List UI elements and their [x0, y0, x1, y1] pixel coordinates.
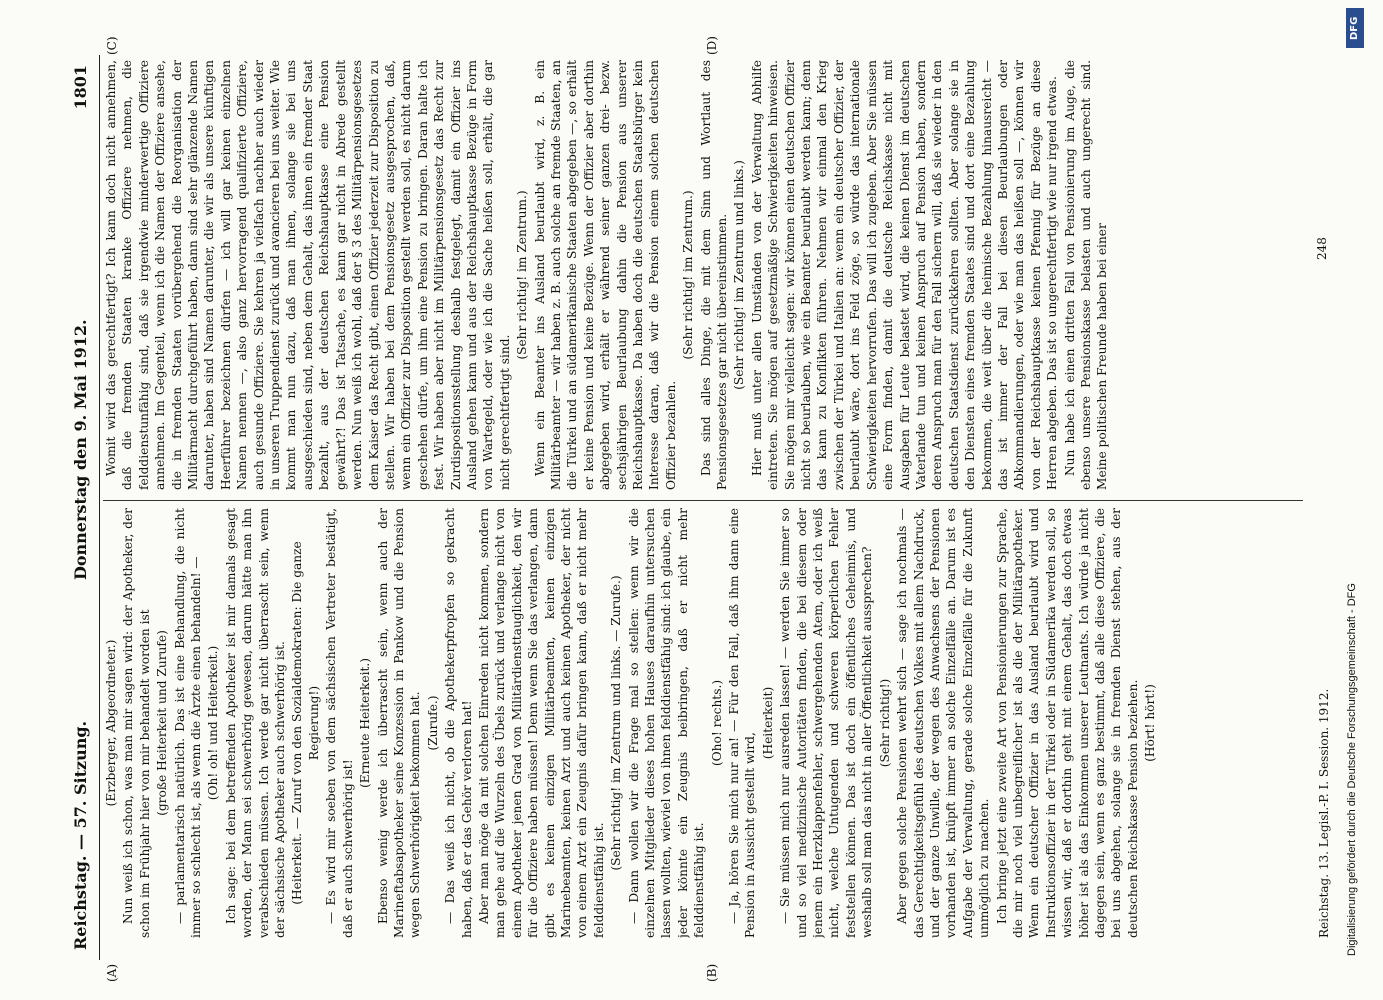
paragraph: (Sehr richtig! im Zentrum.) — [515, 190, 530, 360]
paragraph: — Dann wollen wir die Frage mal so stellen: wenn wir die einzelnen Mitglieder dieses hohen Hauses daraufhin untersuchen lassen wollten, wieviel von ihnen felddienstfähig sind: ich glaube, ein jeder könnte ein Zeugnis beibringen, daß er nicht mehr felddienstfähig ist. — [626, 508, 707, 938]
paragraph: Hier muß unter allen Umständen von der Verwaltung Abhilfe eintreten. Sie mögen auf gesetzmäßige Schwierigkeiten hinweisen. Sie mögen mir vielleicht sagen: wir können einen deutschen Offizier nicht so beurlauben, wie ein Beamter beurlaubt werden kann; denn das kann zu Konflikten führen. Nehmen wir einmal den Krieg zwischen der Türkei und Italien an: wenn ein deutscher Offizier, der beurlaubt wäre, dort ins Feld zöge, so würde das internationale Schwierigkeiten hervorrufen. Das will ich zugeben. Aber Sie müssen eine Form finden, damit die deutsche Reichskasse nicht mit Ausgaben für Leute belastet wird, die keinen Dienst im deutschen Vaterlande tun und keinen Anspruch auf Pension haben, sondern deren Anspruch man für den Fall sichern will, daß sie wieder in den deutschen Staatsdienst zurückkehren sollten. Aber solange sie in den Diensten eines fremden Staates sind und dort eine Bezahlung bekommen, die weit über die heimische Bezahlung hinausreicht — das ist immer der Fall bei diesen Beurlaubungen oder Abkommandierungen, oder wie man das heißen soll —, können wir von der Reichshauptkasse keinen Pfennig für Bezüge an diese Herren abgeben. Das ist so ungerechtfertigt wie nur irgend etwas. — [749, 60, 1060, 490]
header-date: Donnerstag den 9. Mai 1912. — [71, 319, 90, 580]
margin-marker-c: (C) — [105, 36, 119, 55]
paragraph: Ebenso wenig werde ich überrascht sein, wenn auch der Marineftabsapotheker seine Konzession in Pankow und die Pension wegen Schwerhörigkeit bekommen hat. — [375, 508, 423, 938]
paragraph: Nun weiß ich schon, was man mir sagen wird: der Apotheker, der schon im Frühjahr hier von mir behandelt worden ist — [121, 508, 152, 938]
paragraph: (Hört! hört!) — [1143, 684, 1158, 762]
paragraph: — Ja, hören Sie mich nur an! — Für den Fall, daß ihm dann eine Pension in Aussicht gestellt wird, — [727, 508, 758, 938]
paragraph: (Oh! oh! und Heiterkeit.) — [206, 645, 221, 801]
page-signature: 248 — [1315, 237, 1329, 260]
left-column — [103, 508, 1313, 938]
margin-marker-a: (A) — [105, 963, 119, 982]
dfg-logo: DFG — [1346, 8, 1364, 48]
paragraph: (Sehr richtig!) — [877, 678, 892, 768]
speaker-label: (Erzberger, Abgeordneter.) — [104, 639, 118, 807]
paragraph: Ich bringe jetzt eine zweite Art von Pensionierungen zur Sprache, die mir noch viel unbegreiflicher ist als die der Militärapotheker. Wenn ein deutscher Offizier in das Ausland beurlaubt wird und Instruktionsoffizier in der Türkei oder in Südamerika werden soll, so wissen wir, daß er dorthin geht mit einem Gehalt, das doch etwas höher ist als das Einkommen unserer Leutnants. Ich würde ja nicht dagegen sein, wenn es ganz bestimmt, daß alle diese Offiziere, die bei uns abgehen, solange sie in fremden Dienst stehen, aus der deutschen Reichskasse Pension beziehen. — [994, 508, 1140, 938]
paragraph: (große Heiterkeit und Zurufe) — [155, 630, 170, 816]
margin-marker-b: (B) — [705, 963, 719, 982]
paragraph: (Sehr richtig! im Zentrum und links. — Zurufe.) — [609, 575, 624, 871]
paragraph: (Oho! rechts.) — [709, 679, 724, 767]
paragraph: (Heiterkeit. — Zuruf von den Sozialdemokraten: Die ganze Regierung!) — [290, 541, 321, 905]
paragraph: — Sie müssen mich nur ausreden lassen! — werden Sie immer so und so viel medizinische Autoritäten finden, die bei diesem oder jenem ein Herzklappenfehler, schwergehenden Atem, oder ich weiß nicht, welche Untugenden und schweren körperlichen Fehler feststellen können. Das ist doch ein öffentliches Geheimnis, und weshalb soll man das nicht in aller Öffentlichkeit aussprechen? — [778, 508, 875, 938]
digitization-credit: Digitalisierung gefördert durch die Deutsche Forschungsgemeinschaft - DFG — [1346, 583, 1358, 956]
right-column — [103, 60, 1313, 490]
paragraph: Nun habe ich einen dritten Fall von Pensionierung im Auge, die ebenso unsere Pensionskasse belasten und auch ungerecht sind. Meine politischen Freunde haben bei einer — [1062, 60, 1110, 490]
side-credit-strip — [1340, 8, 1380, 993]
paragraph: (Sehr richtig! im Zentrum.) — [681, 190, 696, 360]
header-page-number: 1801 — [71, 65, 90, 110]
paragraph: — parlamentarisch natürlich. Das ist eine Behandlung, die nicht immer so schlecht ist, als wenn die Ärzte einen behandeln! — — [172, 508, 204, 938]
paragraph: — Das weiß ich nicht, ob die Apothekerpfropfen so gekracht haben, daß er das Gehör verloren hat! — [443, 508, 474, 938]
header-left: Reichstag. — 57. Sitzung. — [71, 720, 90, 950]
page-footer: Reichstag. 13. Legisl.-P. I. Session. 1912. — [1317, 688, 1331, 938]
paragraph: Wenn ein Beamter ins Ausland beurlaubt wird, z. B. ein Militärbeamter — wir haben z. B. auch solche an fremde Staaten, an die Türkei und an südamerikanische Staaten abgegeben —, so erhält er keine Pension und keine Bezüge. Wenn der Offizier aber dorthin abgegeben wird, erhält er während seiner ganzen drei- bezw. sechsjährigen Beurlaubung dahin die Pension aus unserer Reichshauptkasse. Da haben doch die deutschen Staatsbürger kein Interesse daran, daß wir die Pension einem solchen deutschen Offizier bezahlen. — [532, 60, 678, 490]
paragraph: (Heiterkeit) — [760, 686, 775, 760]
margin-marker-d: (D) — [705, 36, 719, 55]
paragraph: (Erneute Heiterkeit.) — [358, 657, 373, 789]
paragraph: Womit wird das gerechtfertigt? Ich kann doch nicht annehmen, daß die fremden Staaten kranke Offiziere nehmen, die felddienstunfähig sind, daß sie irgendwie minderwertige Offiziere annehmen. Im Gegenteil, wenn ich die Namen der Offiziere ansehe, die in fremden Staaten vorübergehend die Reorganisation der Militärmacht durchgeführt haben, dann sind sehr glänzende Namen darunter, haben sind Namen darunter, die wir als unsere künftigen Heerführer bezeichnen dürfen — ich will gar keinen einzelnen Namen nennen —, also ganz hervorragend qualifizierte Offiziere, auch gesunde Offiziere. Sie kehren ja vielfach nachher auch wieder in unseren Truppendienst zurück und avancieren bei uns weiter. Wie kommt man nun dazu, daß man ihnen, solange sie bei uns ausgeschieden sind, neben dem Gehalt, das ihnen ein fremder Staat bezahlt, aus der deutschen Reichshauptkasse eine Pension gewährt?! Das ist Tatsache, es kann gar nicht in Abrede gestellt werden. Nun weiß ich wohl, daß der § 3 des Militärpensionsgesetzes dem Kaiser das Recht gibt, einen Offizier jederzeit zur Disposition zu stellen. Wir haben bei dem Pensionsgesetz ausgesprochen, daß, wenn ein Offizier zur Disposition gestellt werden soll, es nicht darum geschehen dürfe, um ihm eine Pension zu bringen. Daran halte ich fest. Wir haben aber nicht im Militärpensionsgesetz das Recht zur Zurdispositionsstellung deshalb festgelegt, damit ein Offizier ins Ausland gehen kann und aus der Reichshauptkasse Bezüge in Form von Wartegeld, oder wie ich die Sache heißen soll, erhält, die gar nicht gerechtfertigt sind. — [104, 60, 512, 490]
paragraph: Ich sage: bei dem betreffenden Apotheker ist mir damals gesagt worden, der Mann sei schwerhörig gewesen, darum hätte man ihn verabschieden müssen. Ich werde gar nicht überrascht sein, wenn der sächsische Apotheker auch schwerhörig ist. — [223, 508, 288, 938]
paragraph: — Es wird mir soeben von dem sächsischen Vertreter bestätigt, daß er auch schwerhörig ist! — [324, 508, 355, 938]
page-header — [65, 55, 100, 960]
rotated-sheet — [65, 36, 1340, 982]
paragraph: (Zurufe.) — [425, 695, 440, 751]
paragraph: Aber man möge da mit solchen Einreden nicht kommen, sondern man gehe auf die Wurzeln des Übels zurück und verlange nicht von einem Apotheker jenen Grad von Militärdiensttauglichkeit, den wir für die Offiziere haben müssen! Denn wenn Sie das verlangen, dann gibt es keinen einzigen Militärbeamten, keinen einzigen Marinebeamten, keinen Arzt und auch keinen Apotheker, der nicht von einem Arzt ein Zeugnis dafür bringen kann, daß er nicht mehr felddienstfähig ist. — [476, 508, 606, 938]
paragraph: Das sind alles Dinge, die mit dem Sinn und Wortlaut des Pensionsgesetzes gar nicht übereinstimmen. — [698, 60, 730, 490]
paragraph: (Sehr richtig! im Zentrum und links.) — [732, 160, 747, 390]
paragraph: Aber gegen solche Pensionen wehrt sich — sage ich nochmals — das Gerechtigkeitsgefühl des deutschen Volkes mit allem Nachdruck, und der ganze Unwille, der wegen des Anwachsens der Pensionen vorhanden ist, knüpft immer an solche Einzelfälle an. Darum ist es Aufgabe der Verwaltung, gerade solche Einzelfälle für die Zukunft unmöglich zu machen. — [895, 508, 992, 938]
column-divider — [103, 500, 1303, 501]
